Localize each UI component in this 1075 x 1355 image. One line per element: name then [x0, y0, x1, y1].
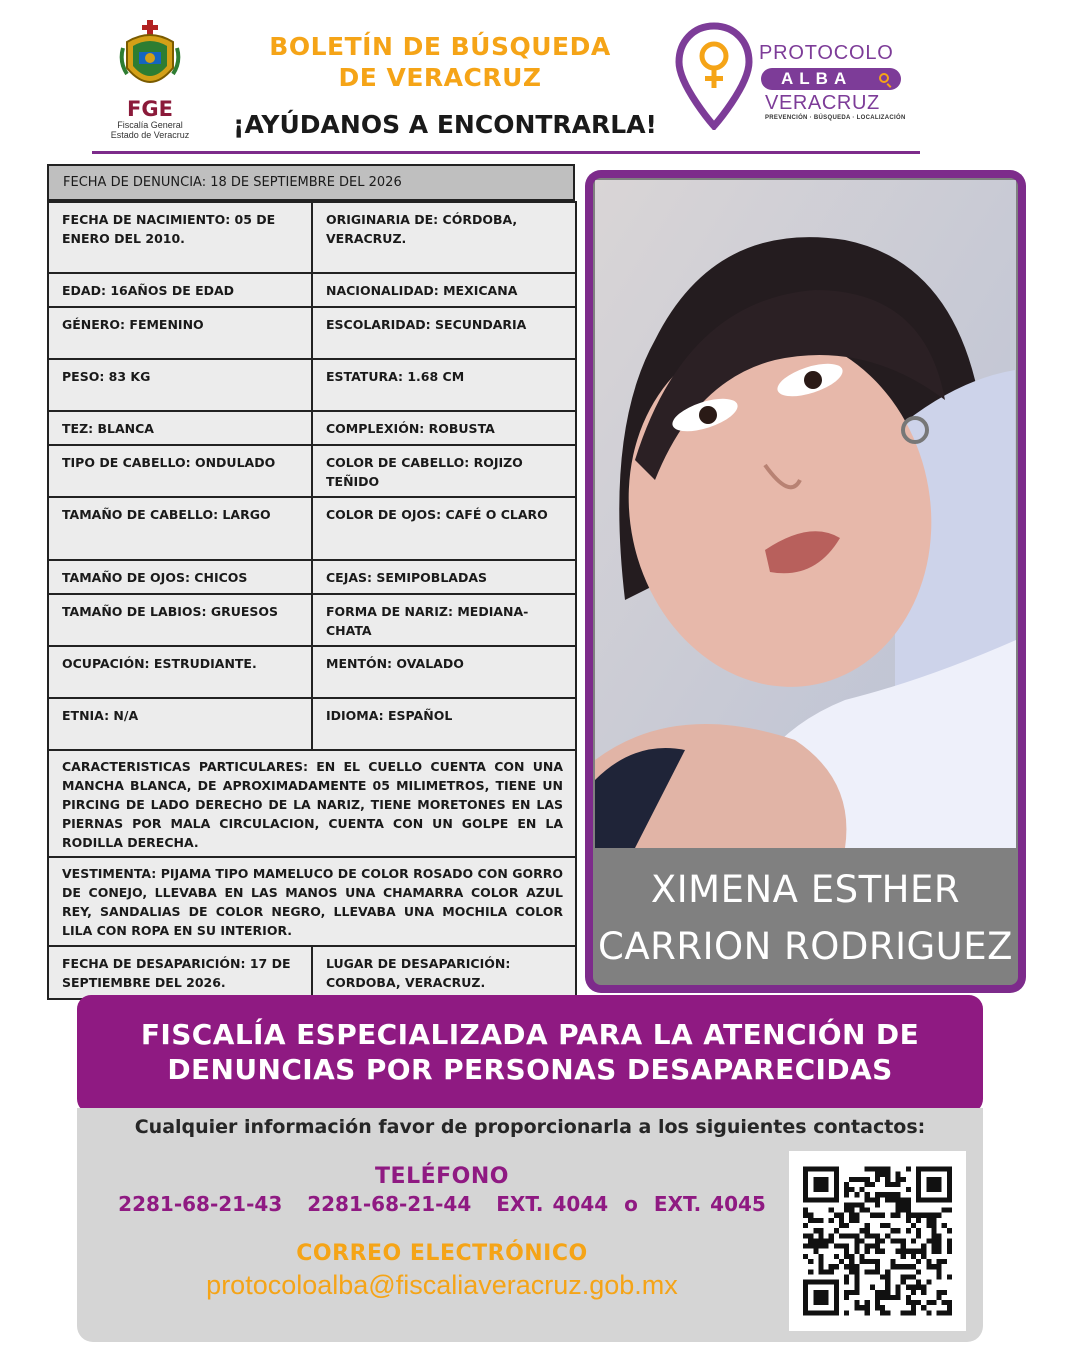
agency-name-line1: FISCALÍA ESPECIALIZADA PARA LA ATENCIÓN DE [140, 1018, 920, 1051]
table-row [48, 594, 576, 646]
nationality-cell: NACIONALIDAD: MEXICANA [312, 273, 576, 307]
agency-name-line2: DENUNCIAS POR PERSONAS DESAPARECIDAS [167, 1053, 893, 1086]
table-row [48, 445, 576, 497]
phone-label: TELÉFONO [375, 1164, 509, 1189]
report-date: FECHA DE DENUNCIA: 18 DE SEPTIEMBRE DEL 2026 [47, 164, 575, 201]
bulletin-title-line1: BOLETÍN DE BÚSQUEDA [269, 32, 611, 61]
table-row [48, 698, 576, 750]
person-name-line1: XIMENA ESTHER [650, 868, 961, 911]
qr-code-graphic [803, 1165, 952, 1317]
header-divider [92, 151, 920, 154]
skin-tone-cell: TEZ: BLANCA [48, 411, 312, 445]
phone-extension-2: EXT. 4045 [653, 1192, 766, 1216]
alba-protocolo-text: PROTOCOLO [759, 42, 894, 64]
table-row [48, 857, 576, 946]
table-row [48, 273, 576, 307]
weight-cell: PESO: 83 KG [48, 359, 312, 411]
alba-name-pill [761, 68, 901, 90]
eye-size-cell: TAMAÑO DE OJOS: CHICOS [48, 560, 312, 594]
fge-name-line1: Fiscalía General [117, 120, 183, 130]
height-cell: ESTATURA: 1.68 CM [312, 359, 576, 411]
nose-shape-cell: FORMA DE NARIZ: MEDIANA-CHATA [312, 594, 576, 646]
person-name-line2: CARRION RODRIGUEZ [598, 925, 1013, 968]
fge-logo [100, 18, 200, 138]
email-address[interactable]: protocoloalba@fiscaliaveracruz.gob.mx [206, 1270, 678, 1300]
email-label: CORREO ELECTRÓNICO [296, 1241, 588, 1266]
photo-panel [593, 178, 1018, 985]
extension-separator: o [624, 1192, 638, 1216]
bulletin-title-line2: DE VERACRUZ [338, 63, 542, 92]
origin-cell: ORIGINARIA DE: CÓRDOBA, VERACRUZ. [312, 202, 576, 273]
table-row [48, 202, 576, 273]
disappearance-place-cell: LUGAR DE DESAPARICIÓN: CORDOBA, VERACRUZ. [312, 946, 576, 999]
disappearance-date-cell: FECHA DE DESAPARICIÓN: 17 DE SEPTIEMBRE DEL 2026. [48, 946, 312, 999]
protocolo-alba-logo [675, 20, 910, 132]
alba-tagline: PREVENCIÓN · BÚSQUEDA · LOCALIZACIÓN [765, 115, 906, 121]
hair-color-cell: COLOR DE CABELLO: ROJIZO TEÑIDO [312, 445, 576, 497]
clothing-cell: VESTIMENTA: PIJAMA TIPO MAMELUCO DE COLOR ROSADO CON GORRO DE CONEJO, LLEVABA EN LAS MANOS UNA CHAMARRA COLOR AZUL REY, SANDALIAS DE COLOR NEGRO, LLEVABA UNA MOCHILA COLOR LILA CON ROPA EN SU INTERIOR. [48, 857, 576, 946]
location-pin-female-icon [675, 22, 753, 130]
hair-type-cell: TIPO DE CABELLO: ONDULADO [48, 445, 312, 497]
language-cell: IDIOMA: ESPAÑOL [312, 698, 576, 750]
phone-numbers [77, 1192, 807, 1216]
qr-code[interactable] [789, 1151, 966, 1331]
chin-cell: MENTÓN: OVALADO [312, 646, 576, 698]
eye-color-cell: COLOR DE OJOS: CAFÉ O CLARO [312, 497, 576, 560]
alba-name-text: ALBA [781, 69, 853, 88]
alba-veracruz-text: VERACRUZ [765, 92, 880, 114]
schooling-cell: ESCOLARIDAD: SECUNDARIA [312, 307, 576, 359]
gender-cell: GÉNERO: FEMENINO [48, 307, 312, 359]
phone-number-1[interactable]: 2281-68-21-43 [118, 1192, 283, 1216]
table-row [48, 646, 576, 698]
fge-name-line2: Estado de Veracruz [110, 130, 190, 140]
table-row [48, 497, 576, 560]
hair-length-cell: TAMAÑO DE CABELLO: LARGO [48, 497, 312, 560]
person-photo-illustration [595, 180, 1016, 848]
person-photo [595, 180, 1016, 848]
table-row [48, 750, 576, 857]
table-row [48, 411, 576, 445]
build-cell: COMPLEXIÓN: ROBUSTA [312, 411, 576, 445]
phone-extension-1: EXT. 4044 [496, 1192, 609, 1216]
lip-size-cell: TAMAÑO DE LABIOS: GRUESOS [48, 594, 312, 646]
coat-of-arms-icon [119, 18, 181, 96]
table-row [48, 359, 576, 411]
bulletin-subtitle: ¡AYÚDANOS A ENCONTRARLA! [233, 110, 657, 139]
particular-features-cell: CARACTERISTICAS PARTICULARES: EN EL CUELLO CUENTA CON UNA MANCHA BLANCA, DE APROXIMADAMENTE 05 MILIMETROS, TIENE UN PIRCING DE LADO DERECHO DE LA NARIZ, TIENE MORETONES EN LAS PIERNAS POR MALA CIRCULACION, CUENTA CON UN GOLPE EN LA RODILLA DERECHA. [48, 750, 576, 857]
contact-intro: Cualquier información favor de proporcionarla a los siguientes contactos: [134, 1116, 926, 1138]
table-row [48, 560, 576, 594]
agency-banner [77, 995, 983, 1113]
table-row [48, 307, 576, 359]
magnifier-icon [879, 73, 889, 83]
fge-abbreviation: FGE [127, 97, 173, 121]
age-cell: EDAD: 16AÑOS DE EDAD [48, 273, 312, 307]
phone-number-2[interactable]: 2281-68-21-44 [307, 1192, 472, 1216]
contact-section [77, 1108, 983, 1342]
photo-frame [585, 170, 1026, 993]
person-data-table [47, 201, 577, 1000]
birth-date-cell: FECHA DE NACIMIENTO: 05 DE ENERO DEL 2010. [48, 202, 312, 273]
occupation-cell: OCUPACIÓN: ESTRUDIANTE. [48, 646, 312, 698]
table-row [48, 946, 576, 999]
eyebrows-cell: CEJAS: SEMIPOBLADAS [312, 560, 576, 594]
ethnicity-cell: ETNIA: N/A [48, 698, 312, 750]
